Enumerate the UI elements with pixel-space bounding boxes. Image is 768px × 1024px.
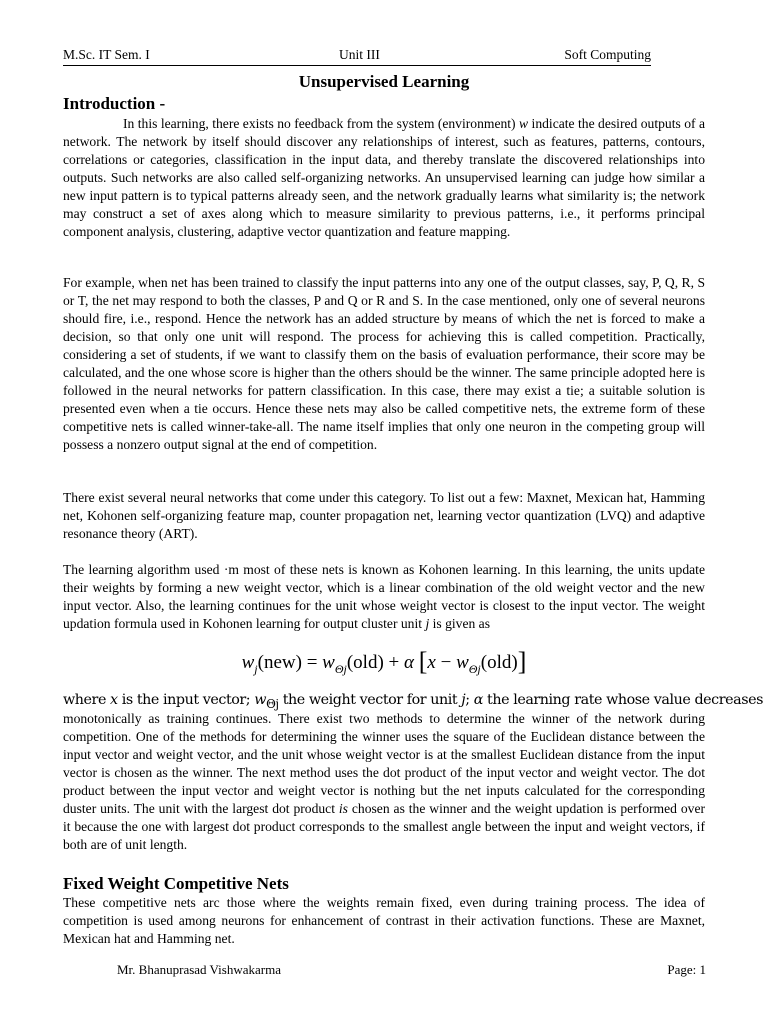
fixed-weight-paragraph: These competitive nets arc those where the weights remain fixed, even during training process. The idea of competition is used among neurons for enhancement of contrast in their activation functions. These are Maxnet, Mexican hat and Hamming net.: [63, 895, 705, 946]
formula-legend: where x is the input vector; $w_{\Theta j}$ the weight vector for unit j; α the learning rate whose value decreases: [63, 692, 763, 711]
footer-page-number: Page: 1: [667, 962, 706, 977]
introduction-heading: Introduction -: [63, 94, 166, 113]
footer-author: Mr. Bhanuprasad Vishwakarma: [117, 962, 281, 977]
network-list-paragraph: There exist several neural networks that come under this category. To list out a few: Maxnet, Mexican hat, Hamming net, Kohonen self-organizing feature map, counter propagation net, learning vector quantization (LVQ) and adaptive resonance theory (ART).: [63, 490, 705, 541]
competition-paragraph: For example, when net has been trained to classify the input patterns into any one of the output classes, say, P, Q, R, S or T, the net may respond to both the classes, P and Q or R and S. In the case mentioned, only one of several neurons should fire, i.e., respond. Hence the network has an added structure by means of which the net is forced to make a decision, so that only one unit will respond. The process for achieving this is called competition. Practically, considering a set of students, if we want to classify them on the basis of evaluation performance, their score may be calculated, and the one whose score is higher than the others should be the winner. The same principle adopted here is followed in the neural networks for pattern classification. In this case, there may exist a tie; a suitable solution is presented even when a tie occurs. Hence these nets may also be called competitive nets, the extreme form of these competitive nets is called winner-take-all. The name itself implies that only one neuron in the competing group will possess a nonzero output signal at the end of competition.: [63, 275, 705, 452]
header-unit: Unit III: [339, 47, 380, 62]
header-course: M.Sc. IT Sem. I: [63, 47, 150, 62]
page-title: Unsupervised Learning: [298, 72, 470, 91]
page-header: [63, 47, 651, 66]
kohonen-paragraph: The learning algorithm used ·m most of these nets is known as Kohonen learning. In this learning, the units update their weights by forming a new weight vector, which is a linear combination of the old weight vector and the new input vector. Also, the learning continues for the unit whose weight vector is closest to the input vector. The weight updation formula used in Kohonen learning for output cluster unit j is given as: [63, 562, 705, 631]
winner-methods-paragraph: monotonically as training continues. There exist two methods to determine the winner of the network during competition. One of the methods for determining the winner uses the square of the Euclidean distance between the input vector and weight vector, and the unit whose weight vector is at the smallest Euclidean distance from the input vector is chosen as the winner. The next method uses the dot product of the input vector and weight vector. The dot product between the input vector and weight vector is nothing but the net inputs calculated for the corresponding duster units. The unit with the largest dot product is chosen as the winner and the weight updation is performed over it because the one with largest dot product corresponds to the smallest angle between the input and weight vectors, if both are of unit length.: [63, 711, 705, 852]
weight-update-formula: $w_j(new) = w_{\Theta j}(old) + \alpha$ $[x - w_{\Theta j}(old)]$: [241, 647, 527, 676]
intro-paragraph: In this learning, there exists no feedback from the system (environment) w indicate the desired outputs of a network. The network by itself should discover any relationships of interest, such as features, patterns, contours, correlations or categories, classification in the input data, and thereby translate the discovered relationships into outputs. Such networks are also called self-organizing networks. An unsupervised learning can judge how similar a new input pattern is to typical patterns already seen, and the network gradually learns what similarity is; the network may construct a set of axes along which to measure similarity to previous patterns, i.e., it performs principal component analysis, clustering, adaptive vector quantization and feature mapping.: [63, 116, 705, 239]
fixed-weight-heading: Fixed Weight Competitive Nets: [63, 874, 289, 893]
header-subject: Soft Computing: [564, 47, 651, 62]
